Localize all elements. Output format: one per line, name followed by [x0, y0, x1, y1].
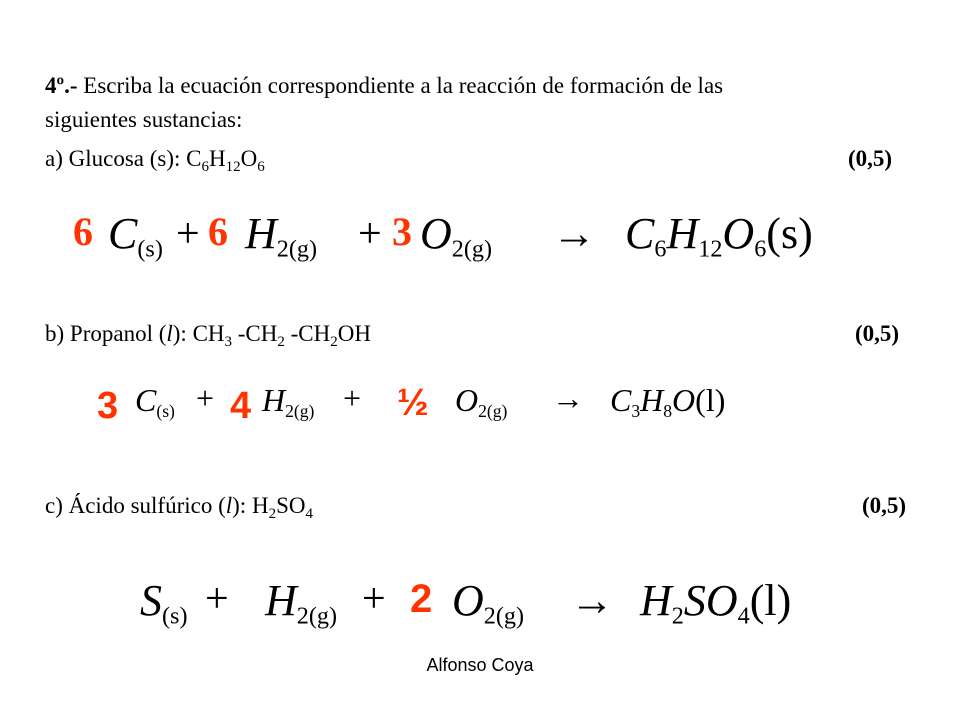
- coefficient-c-oxygen: 2: [410, 577, 433, 621]
- reactant-c-oxygen: $O_{2(g)}$: [452, 576, 525, 630]
- coefficient-a-hydrogen: 6: [208, 209, 228, 254]
- arrow-c: →: [570, 576, 614, 625]
- item-b-points: (0,5): [855, 321, 900, 346]
- footer-author: Alfonso Coya: [426, 655, 534, 675]
- reactant-b-carbon: $C_{(s)}$: [135, 382, 175, 422]
- product-c: $H_2SO_4(l)$: [640, 576, 792, 630]
- plus-b-1: +: [196, 380, 215, 416]
- exercise-statement: Escriba la ecuación correspondiente a la reacción de formación de las: [83, 73, 724, 98]
- reactant-c-sulfur: $S_{(s)}$: [140, 576, 188, 630]
- coefficient-b-oxygen: ½: [397, 382, 429, 424]
- exercise-number: 4º.-: [45, 73, 78, 98]
- plus-c-1: +: [205, 576, 229, 622]
- item-a-label: a) Glucosa (s): $C_6H_{12}O_6$: [45, 146, 265, 175]
- exercise-statement-line2: siguientes sustancias:: [45, 107, 243, 132]
- plus-b-2: +: [343, 380, 362, 416]
- exercise-heading: [45, 70, 723, 102]
- reactant-b-oxygen: $O_{2(g)}$: [455, 382, 508, 422]
- item-b-label: b) Propanol (l): $CH_3$ $-CH_2$ $-CH_2OH$: [45, 321, 371, 350]
- product-a: $C_6H_{12}O_6(s)$: [625, 209, 813, 263]
- coefficient-b-carbon: 3: [97, 385, 119, 427]
- item-c-label: c) Ácido sulfúrico (l): $H_2SO_4$: [45, 493, 313, 522]
- product-b: $C_3H_8O(l)$: [610, 382, 726, 422]
- coefficient-b-hydrogen: 4: [230, 385, 252, 427]
- plus-a-2: +: [358, 211, 382, 257]
- reactant-c-hydrogen: $H_{2(g)}$: [265, 576, 338, 630]
- coefficient-a-carbon: 6: [73, 209, 93, 254]
- reactant-a-carbon: $C_{(s)}$: [108, 209, 163, 263]
- item-a-points: (0,5): [848, 146, 893, 171]
- arrow-a: →: [552, 209, 596, 258]
- reactant-b-hydrogen: $H_{2(g)}$: [262, 382, 315, 422]
- coefficient-a-oxygen: 3: [392, 209, 412, 254]
- plus-a-1: +: [176, 211, 200, 257]
- reactant-a-hydrogen: $H_{2(g)}$: [245, 209, 318, 263]
- arrow-b: →: [552, 380, 584, 416]
- item-c-points: (0,5): [862, 493, 907, 518]
- plus-c-2: +: [362, 576, 386, 622]
- reactant-a-oxygen: $O_{2(g)}$: [420, 209, 493, 263]
